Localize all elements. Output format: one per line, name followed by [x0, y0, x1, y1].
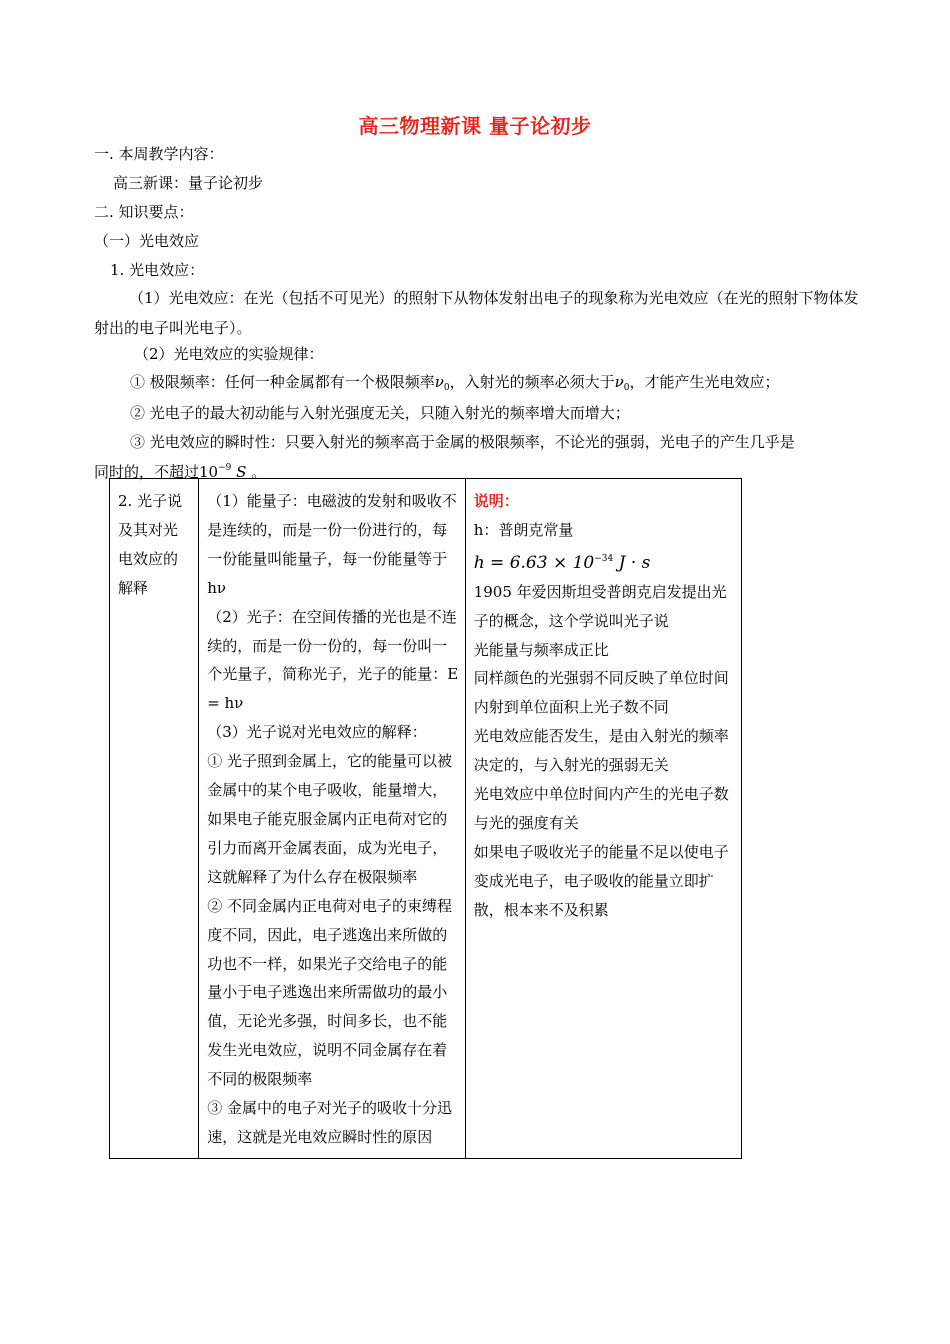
note-intensity: 同样颜色的光强弱不同反映了单位时间内射到单位面积上光子数不同 — [473, 669, 729, 717]
explanation-photon: （2）光子：在空间传播的光也是不连续的，而是一份一份的，每一份叫一个光量子，简称光子，光子的能量：E = hν — [207, 607, 459, 713]
note-no-accumulation: 如果电子吸收光子的能量不足以使电子变成光电子，电子吸收的能量立即扩散，根本来不及积累 — [473, 842, 729, 919]
section-heading-points: 二. 知识要点： — [94, 203, 194, 221]
explanation-point-3: ③ 金属中的电子对光子的吸收十分迅速，这就是光电效应瞬时性的原因 — [207, 1099, 452, 1146]
explanation-heading: （3）光子说对光电效应的解释： — [207, 723, 427, 742]
law-1-text-a: ① 极限频率：任何一种金属都有一个极限频率 — [130, 373, 435, 391]
nu0-symbol-2: $\nu_0$ — [614, 373, 630, 393]
note-energy-frequency: 光能量与频率成正比 — [473, 640, 609, 659]
subsection-heading: （一）光电效应 — [94, 232, 200, 250]
law-3-line2: 同时的，不超过$10^{-9}$ S 。 — [94, 463, 267, 481]
table-row — [110, 479, 742, 1159]
photon-theory-table — [109, 478, 742, 1159]
explanation-energy-quantum: （1）能量子：电磁波的发射和吸收不是连续的，而是一份一份进行的，每一份能量叫能量子，每一份能量等于hν — [207, 492, 457, 597]
planck-constant-value: $h = 6.63 \times 10^{-34}$ J · s — [473, 552, 651, 573]
table-cell-topic — [110, 479, 199, 1159]
law-heading: （2）光电效应的实验规律： — [134, 345, 324, 363]
explanation-point-1: ① 光子照到金属上，它的能量可以被金属中的某个电子吸收，能量增大，如果电子能克服金属内正电荷对它的引力而离开金属表面，成为光电子，这就解释了为什么存在极限频率 — [207, 752, 452, 886]
notes-label: 说明： — [473, 492, 519, 510]
nu0-symbol: $\nu_0$ — [434, 373, 450, 393]
planck-constant-label: h：普朗克常量 — [473, 520, 574, 539]
note-occurrence: 光电效应能否发生，是由入射光的频率决定的，与入射光的强弱无关 — [473, 727, 729, 775]
page-title: 高三物理新课 量子论初步 — [358, 114, 592, 138]
definition-paragraph: （1）光电效应：在光（包括不可见光）的照射下从物体发射出电子的现象称为光电效应（在光的照射下物体发射出的电子叫光电子）。 — [94, 289, 859, 337]
note-electron-count: 光电效应中单位时间内产生的光电子数与光的强度有关 — [473, 785, 729, 832]
law-1 — [130, 371, 780, 399]
law-3-line1: ③ 光电效应的瞬时性：只要入射光的频率高于金属的极限频率，不论光的强弱，光电子的产生几乎是 — [130, 433, 795, 451]
law-1-text-b: ，入射光的频率必须大于 — [449, 373, 615, 391]
law-1-text-c: ，才能产生光电效应； — [629, 373, 780, 391]
section-heading-content: 一. 本周教学内容： — [94, 145, 224, 163]
table-cell-notes — [465, 479, 741, 1159]
section-content: 高三新课：量子论初步 — [113, 174, 264, 192]
note-history: 1905 年爱因斯坦受普朗克启发提出光子的概念，这个学说叫光子说 — [473, 582, 727, 630]
table-cell-explanation — [199, 479, 466, 1159]
time-limit: $10^{-9}$ S — [199, 463, 247, 481]
topic-text: 2. 光子说及其对光电效应的解释 — [118, 492, 183, 597]
explanation-point-2: ② 不同金属内正电荷对电子的束缚程度不同，因此，电子逃逸出来所做的功也不一样，如果光子交给电子的能量小于电子逃逸出来所需做功的最小值，无论光多强，时间多长，也不能发生光电效应，说明不同金属存在着不同的极限频率 — [207, 896, 452, 1089]
law-2: ② 光电子的最大初动能与入射光强度无关，只随入射光的频率增大而增大； — [130, 404, 630, 422]
item-heading: 1. 光电效应： — [110, 261, 205, 279]
